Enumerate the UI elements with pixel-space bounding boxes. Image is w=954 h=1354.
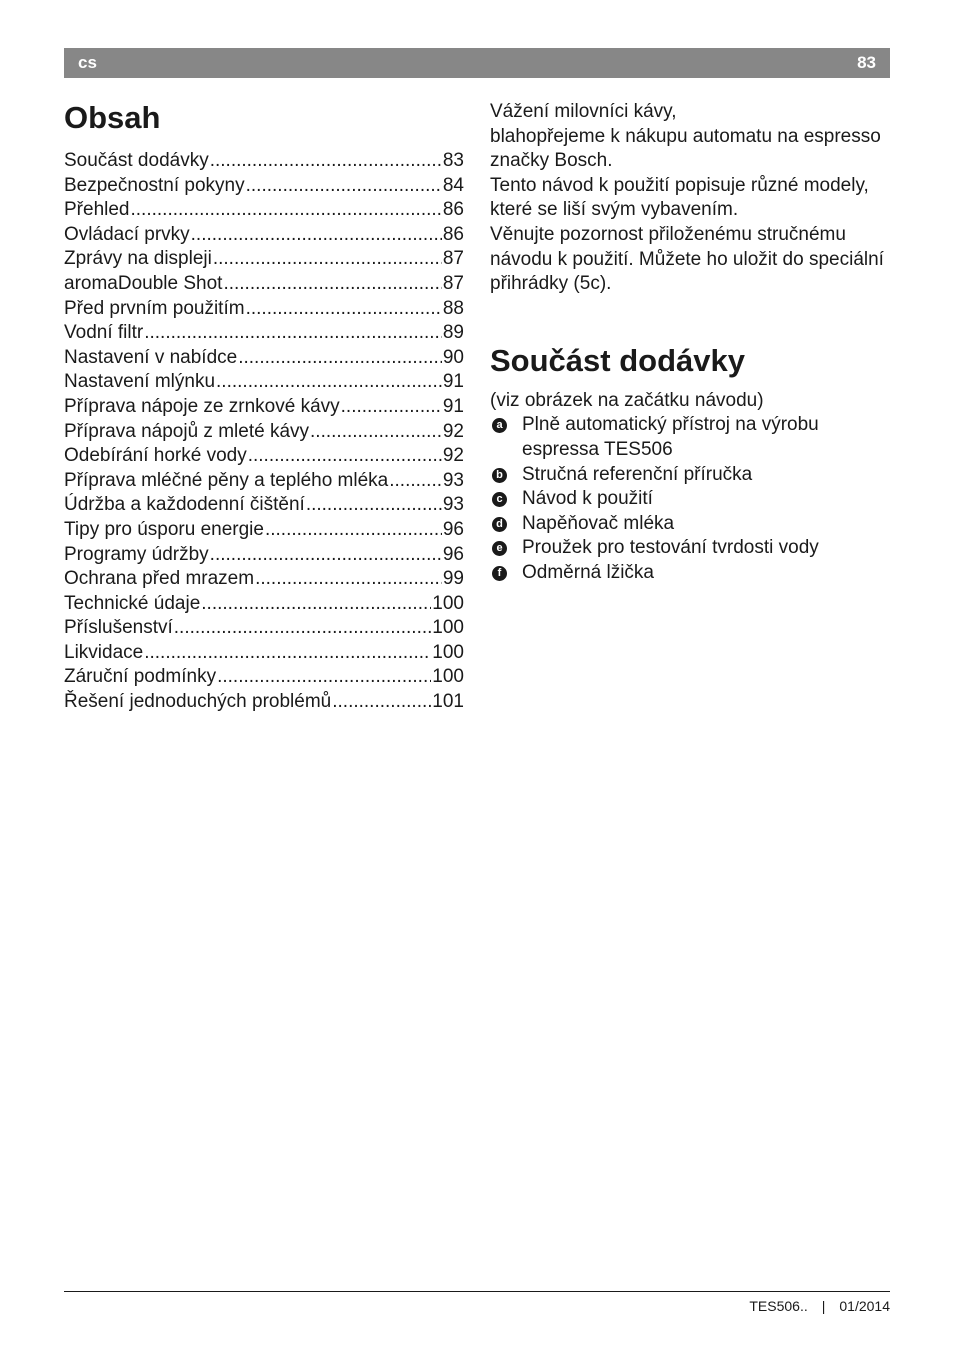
toc-dot-leader: [191, 223, 442, 248]
toc-dot-leader: [389, 469, 442, 494]
toc-dot-leader: [201, 592, 431, 617]
footer-separator: |: [821, 1298, 826, 1314]
delivery-item: [490, 463, 890, 488]
toc-entry[interactable]: [64, 543, 464, 568]
toc-entry-label: aromaDouble Shot: [64, 272, 223, 294]
toc-dot-leader: [217, 665, 431, 690]
toc-dot-leader: [174, 616, 432, 641]
toc-entry[interactable]: [64, 641, 464, 666]
toc-dot-leader: [306, 493, 442, 518]
toc-dot-leader: [131, 198, 442, 223]
toc-entry[interactable]: [64, 592, 464, 617]
delivery-item-text: Proužek pro testování tvrdosti vody: [522, 537, 819, 559]
section-note: (viz obrázek na začátku návodu): [490, 389, 764, 411]
page-number: 83: [857, 53, 876, 72]
toc-dot-leader: [332, 690, 431, 715]
toc-entry-label: Likvidace: [64, 641, 144, 663]
toc-entry[interactable]: [64, 223, 464, 248]
toc-entry-page: 92: [442, 445, 464, 467]
footer-model: TES506..: [749, 1298, 808, 1314]
toc-entry-label: Příslušenství: [64, 617, 173, 639]
toc-entry[interactable]: [64, 616, 464, 641]
delivery-item: [490, 487, 890, 512]
toc-entry[interactable]: [64, 518, 464, 543]
toc-entry-label: Odebírání horké vody: [64, 445, 247, 467]
toc-entry[interactable]: [64, 346, 464, 371]
toc-entry[interactable]: [64, 690, 464, 715]
toc-entry-page: 86: [442, 199, 464, 221]
toc-entry[interactable]: [64, 567, 464, 592]
intro-quickguide: Věnujte pozornost přiloženému stručnému návodu k použití. Můžete ho uložit do speciální přihrádky (5c).: [490, 223, 884, 295]
toc-dot-leader: [246, 297, 442, 322]
toc-entry[interactable]: [64, 198, 464, 223]
toc-entry-page: 90: [442, 346, 464, 368]
delivery-item-text: Odměrná lžička: [522, 561, 654, 583]
toc-entry-label: Nastavení v nabídce: [64, 346, 238, 368]
item-marker-icon: e: [492, 541, 507, 556]
item-marker-icon: b: [492, 468, 507, 483]
toc-entry-page: 86: [442, 223, 464, 245]
toc-entry-page: 87: [442, 272, 464, 294]
toc-entry-page: 87: [442, 248, 464, 270]
toc-dot-leader: [213, 247, 442, 272]
toc-entry[interactable]: [64, 493, 464, 518]
footer-divider: [64, 1291, 890, 1292]
delivery-item-text: Návod k použití: [522, 488, 653, 510]
footer: [749, 1298, 890, 1314]
toc-title: Obsah: [64, 100, 161, 135]
toc-entry-label: Ovládací prvky: [64, 223, 190, 245]
delivery-item-text: Stručná referenční příručka: [522, 463, 753, 485]
toc-entry[interactable]: [64, 420, 464, 445]
toc-dot-leader: [223, 272, 441, 297]
toc-dot-leader: [255, 567, 442, 592]
toc-dot-leader: [144, 321, 442, 346]
toc-entry-page: 88: [442, 297, 464, 319]
intro-text: [490, 100, 890, 297]
toc-entry[interactable]: [64, 370, 464, 395]
right-column: [490, 100, 890, 586]
toc-entry-page: 91: [442, 395, 464, 417]
toc-entry-label: Programy údržby: [64, 543, 209, 565]
delivery-item: [490, 536, 890, 561]
language-code: cs: [78, 53, 97, 72]
toc-entry[interactable]: [64, 272, 464, 297]
toc-entry-label: Zprávy na displeji: [64, 248, 212, 270]
toc-dot-leader: [248, 444, 442, 469]
footer-date: 01/2014: [839, 1298, 890, 1314]
intro-models: Tento návod k použití popisuje různé modely, které se liší svým vybavením.: [490, 174, 869, 221]
item-marker-icon: c: [492, 492, 507, 507]
delivery-item: [490, 561, 890, 586]
toc-entry-page: 89: [442, 322, 464, 344]
toc-entry-label: Nastavení mlýnku: [64, 371, 216, 393]
toc-entry[interactable]: [64, 149, 464, 174]
toc-entry-label: Před prvním použitím: [64, 297, 245, 319]
toc-entry-page: 100: [432, 592, 464, 614]
toc-entry-page: 100: [432, 641, 464, 663]
toc-entry-label: Technické údaje: [64, 592, 201, 614]
toc-entry[interactable]: [64, 321, 464, 346]
toc-entry-label: Údržba a každodenní čištění: [64, 494, 305, 516]
toc-dot-leader: [341, 395, 442, 420]
toc-entry-label: Vodní filtr: [64, 322, 144, 344]
toc-entry-page: 92: [442, 420, 464, 442]
delivery-item: [490, 512, 890, 537]
toc-entry-label: Přehled: [64, 199, 130, 221]
toc-entry-page: 93: [442, 494, 464, 516]
delivery-items-list: [490, 413, 890, 585]
table-of-contents: [64, 96, 464, 715]
toc-dot-leader: [238, 346, 442, 371]
toc-entry-page: 99: [442, 568, 464, 590]
intro-congrats: blahopřejeme k nákupu automatu na espresso značky Bosch.: [490, 125, 881, 172]
toc-entry-page: 84: [442, 174, 464, 196]
toc-entry[interactable]: [64, 469, 464, 494]
item-marker-icon: f: [492, 566, 507, 581]
toc-dot-leader: [265, 518, 442, 543]
toc-entry-page: 101: [432, 691, 464, 713]
toc-entry[interactable]: [64, 444, 464, 469]
toc-entry-label: Tipy pro úsporu energie: [64, 518, 264, 540]
delivery-item-text: Plně automatický přístroj na výrobu espressa TES506: [522, 414, 819, 460]
toc-entry-label: Řešení jednoduchých problémů: [64, 691, 332, 713]
toc-entry-page: 96: [442, 518, 464, 540]
section-title: Součást dodávky: [490, 342, 745, 378]
toc-entry-label: Příprava nápoje ze zrnkové kávy: [64, 395, 340, 417]
toc-entry-label: Příprava mléčné pěny a teplého mléka: [64, 469, 389, 491]
toc-entry[interactable]: [64, 665, 464, 690]
toc-entry-label: Součást dodávky: [64, 150, 209, 171]
toc-entry-label: Příprava nápojů z mleté kávy: [64, 420, 310, 442]
toc-dot-leader: [144, 641, 431, 666]
toc-dot-leader: [210, 543, 442, 568]
toc-entry-page: 96: [442, 543, 464, 565]
toc-dot-leader: [210, 149, 442, 174]
header-bar: [64, 48, 890, 78]
toc-dot-leader: [246, 174, 442, 199]
toc-list: [64, 149, 464, 715]
item-marker-icon: a: [492, 418, 507, 433]
toc-entry-page: 100: [432, 617, 464, 639]
toc-dot-leader: [310, 420, 442, 445]
delivery-item: [490, 413, 890, 462]
toc-entry-page: 93: [442, 469, 464, 491]
item-marker-icon: d: [492, 517, 507, 532]
toc-entry-label: Záruční podmínky: [64, 666, 217, 688]
toc-entry-page: 91: [442, 371, 464, 393]
toc-entry-page: 100: [432, 666, 464, 688]
toc-entry[interactable]: [64, 247, 464, 272]
toc-entry[interactable]: [64, 297, 464, 322]
delivery-item-text: Napěňovač mléka: [522, 512, 675, 534]
toc-entry-label: Ochrana před mrazem: [64, 568, 255, 590]
toc-entry[interactable]: [64, 174, 464, 199]
toc-entry-page: 83: [442, 150, 464, 171]
toc-entry[interactable]: [64, 395, 464, 420]
intro-greeting: Vážení milovníci kávy,: [490, 101, 677, 122]
toc-dot-leader: [216, 370, 442, 395]
toc-entry-label: Bezpečnostní pokyny: [64, 174, 245, 196]
